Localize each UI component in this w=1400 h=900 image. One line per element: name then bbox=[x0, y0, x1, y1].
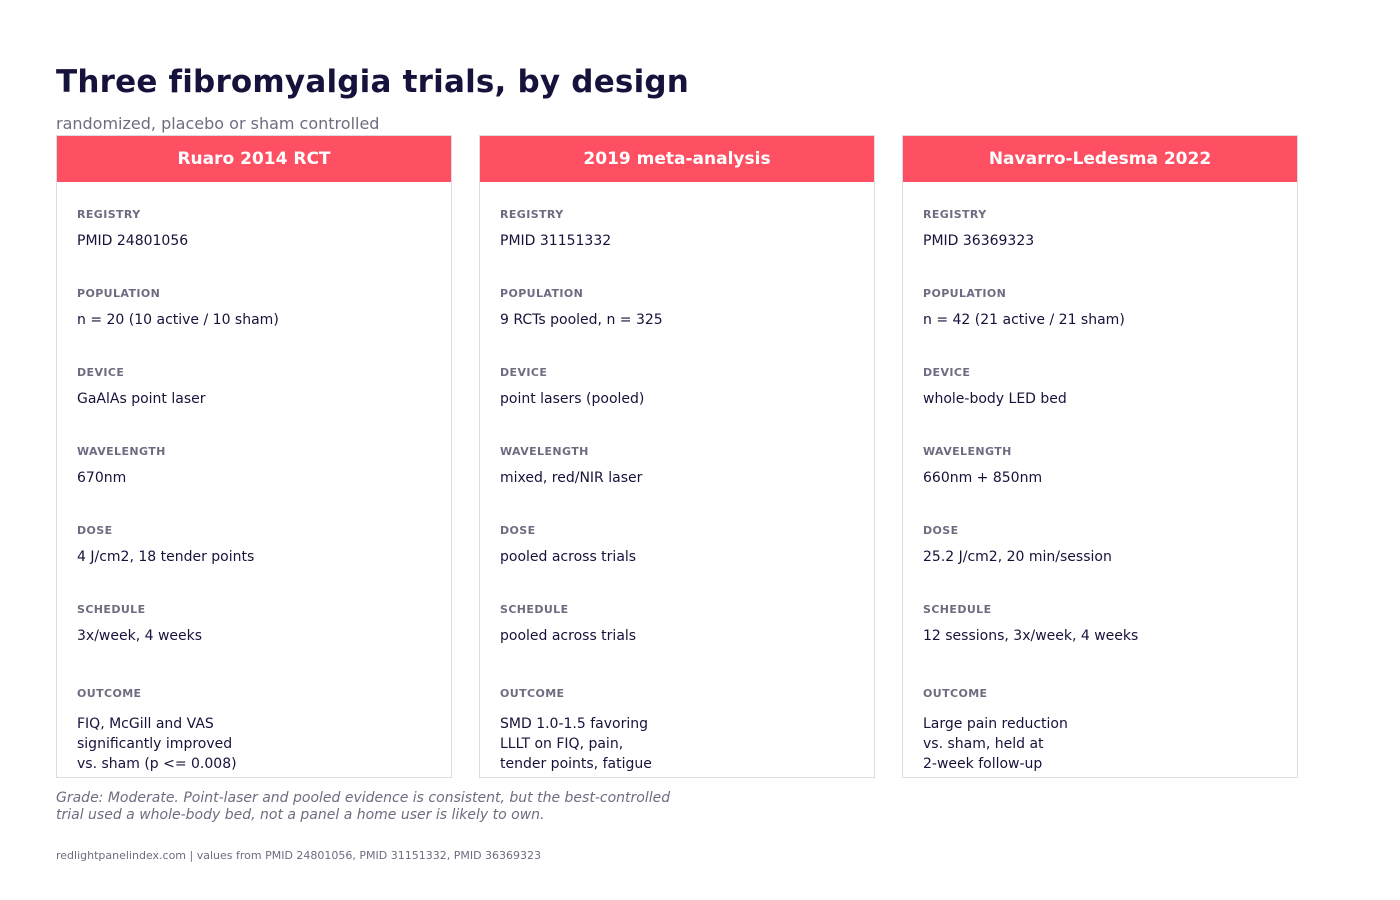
trial-card-navarro-ledesma bbox=[902, 135, 1298, 778]
dose-value: pooled across trials bbox=[500, 549, 637, 565]
outcome-line: vs. sham, held at bbox=[923, 736, 1044, 752]
registry-label: REGISTRY bbox=[500, 208, 564, 221]
outcome-value bbox=[923, 714, 1287, 774]
device-value: whole-body LED bed bbox=[923, 391, 1067, 407]
dose-field bbox=[923, 524, 1287, 567]
schedule-field bbox=[77, 603, 441, 646]
trial-card-title: Ruaro 2014 RCT bbox=[57, 136, 451, 182]
wavelength-field bbox=[77, 445, 441, 488]
outcome-line: vs. sham (p <= 0.008) bbox=[77, 756, 237, 772]
device-label: DEVICE bbox=[77, 366, 125, 379]
registry-value: PMID 36369323 bbox=[923, 233, 1035, 249]
trial-card-title: 2019 meta-analysis bbox=[480, 136, 874, 182]
schedule-value: 12 sessions, 3x/week, 4 weeks bbox=[923, 628, 1139, 644]
wavelength-value: 670nm bbox=[77, 470, 127, 486]
schedule-value: 3x/week, 4 weeks bbox=[77, 628, 203, 644]
device-field bbox=[923, 366, 1287, 409]
device-label: DEVICE bbox=[500, 366, 548, 379]
outcome-label: OUTCOME bbox=[77, 687, 142, 700]
registry-value: PMID 24801056 bbox=[77, 233, 189, 249]
outcome-line: 2-week follow-up bbox=[923, 756, 1043, 772]
outcome-field bbox=[500, 687, 864, 774]
wavelength-label: WAVELENGTH bbox=[923, 445, 1012, 458]
outcome-field bbox=[923, 687, 1287, 774]
outcome-label: OUTCOME bbox=[500, 687, 565, 700]
population-label: POPULATION bbox=[500, 287, 584, 300]
population-label: POPULATION bbox=[77, 287, 161, 300]
population-label: POPULATION bbox=[923, 287, 1007, 300]
schedule-label: SCHEDULE bbox=[77, 603, 146, 616]
schedule-field bbox=[923, 603, 1287, 646]
source-footer: redlightpanelindex.com | values from PMID 24801056, PMID 31151332, PMID 36369323 bbox=[56, 849, 542, 862]
device-field bbox=[77, 366, 441, 409]
registry-label: REGISTRY bbox=[77, 208, 141, 221]
outcome-line: significantly improved bbox=[77, 736, 233, 752]
device-field bbox=[500, 366, 864, 409]
population-field bbox=[77, 287, 441, 330]
dose-label: DOSE bbox=[923, 524, 959, 537]
outcome-line: tender points, fatigue bbox=[500, 756, 652, 772]
wavelength-field bbox=[500, 445, 864, 488]
trial-cards bbox=[56, 135, 1298, 778]
page-title: Three fibromyalgia trials, by design bbox=[56, 64, 690, 100]
wavelength-label: WAVELENGTH bbox=[77, 445, 166, 458]
device-label: DEVICE bbox=[923, 366, 971, 379]
dose-label: DOSE bbox=[77, 524, 113, 537]
population-field bbox=[500, 287, 864, 330]
outcome-label: OUTCOME bbox=[923, 687, 988, 700]
schedule-value: pooled across trials bbox=[500, 628, 637, 644]
registry-field bbox=[500, 208, 864, 251]
outcome-value bbox=[77, 714, 441, 774]
grade-line: trial used a whole-body bed, not a panel a home user is likely to own. bbox=[56, 807, 545, 823]
population-value: n = 20 (10 active / 10 sham) bbox=[77, 312, 279, 328]
trial-card-ruaro bbox=[56, 135, 452, 778]
registry-field bbox=[923, 208, 1287, 251]
wavelength-field bbox=[923, 445, 1287, 488]
outcome-line: FIQ, McGill and VAS bbox=[77, 716, 214, 732]
schedule-label: SCHEDULE bbox=[500, 603, 569, 616]
schedule-field bbox=[500, 603, 864, 646]
registry-label: REGISTRY bbox=[923, 208, 987, 221]
outcome-value bbox=[500, 714, 864, 774]
schedule-label: SCHEDULE bbox=[923, 603, 992, 616]
dose-value: 25.2 J/cm2, 20 min/session bbox=[923, 549, 1112, 565]
population-value: n = 42 (21 active / 21 sham) bbox=[923, 312, 1125, 328]
wavelength-label: WAVELENGTH bbox=[500, 445, 589, 458]
device-value: GaAlAs point laser bbox=[77, 391, 206, 407]
registry-value: PMID 31151332 bbox=[500, 233, 612, 249]
outcome-line: LLLT on FIQ, pain, bbox=[500, 736, 624, 752]
outcome-line: Large pain reduction bbox=[923, 716, 1068, 732]
population-field bbox=[923, 287, 1287, 330]
grade-line: Grade: Moderate. Point-laser and pooled evidence is consistent, but the best-controlled bbox=[56, 790, 671, 806]
page-subtitle: randomized, placebo or sham controlled bbox=[56, 114, 380, 133]
population-value: 9 RCTs pooled, n = 325 bbox=[500, 312, 663, 328]
trial-card-title: Navarro-Ledesma 2022 bbox=[903, 136, 1297, 182]
dose-field bbox=[77, 524, 441, 567]
wavelength-value: 660nm + 850nm bbox=[923, 470, 1043, 486]
outcome-field bbox=[77, 687, 441, 774]
wavelength-value: mixed, red/NIR laser bbox=[500, 470, 643, 486]
dose-value: 4 J/cm2, 18 tender points bbox=[77, 549, 255, 565]
device-value: point lasers (pooled) bbox=[500, 391, 645, 407]
outcome-line: SMD 1.0-1.5 favoring bbox=[500, 716, 648, 732]
dose-field bbox=[500, 524, 864, 567]
dose-label: DOSE bbox=[500, 524, 536, 537]
registry-field bbox=[77, 208, 441, 251]
trial-card-meta-analysis bbox=[479, 135, 875, 778]
grade-note bbox=[56, 790, 670, 824]
